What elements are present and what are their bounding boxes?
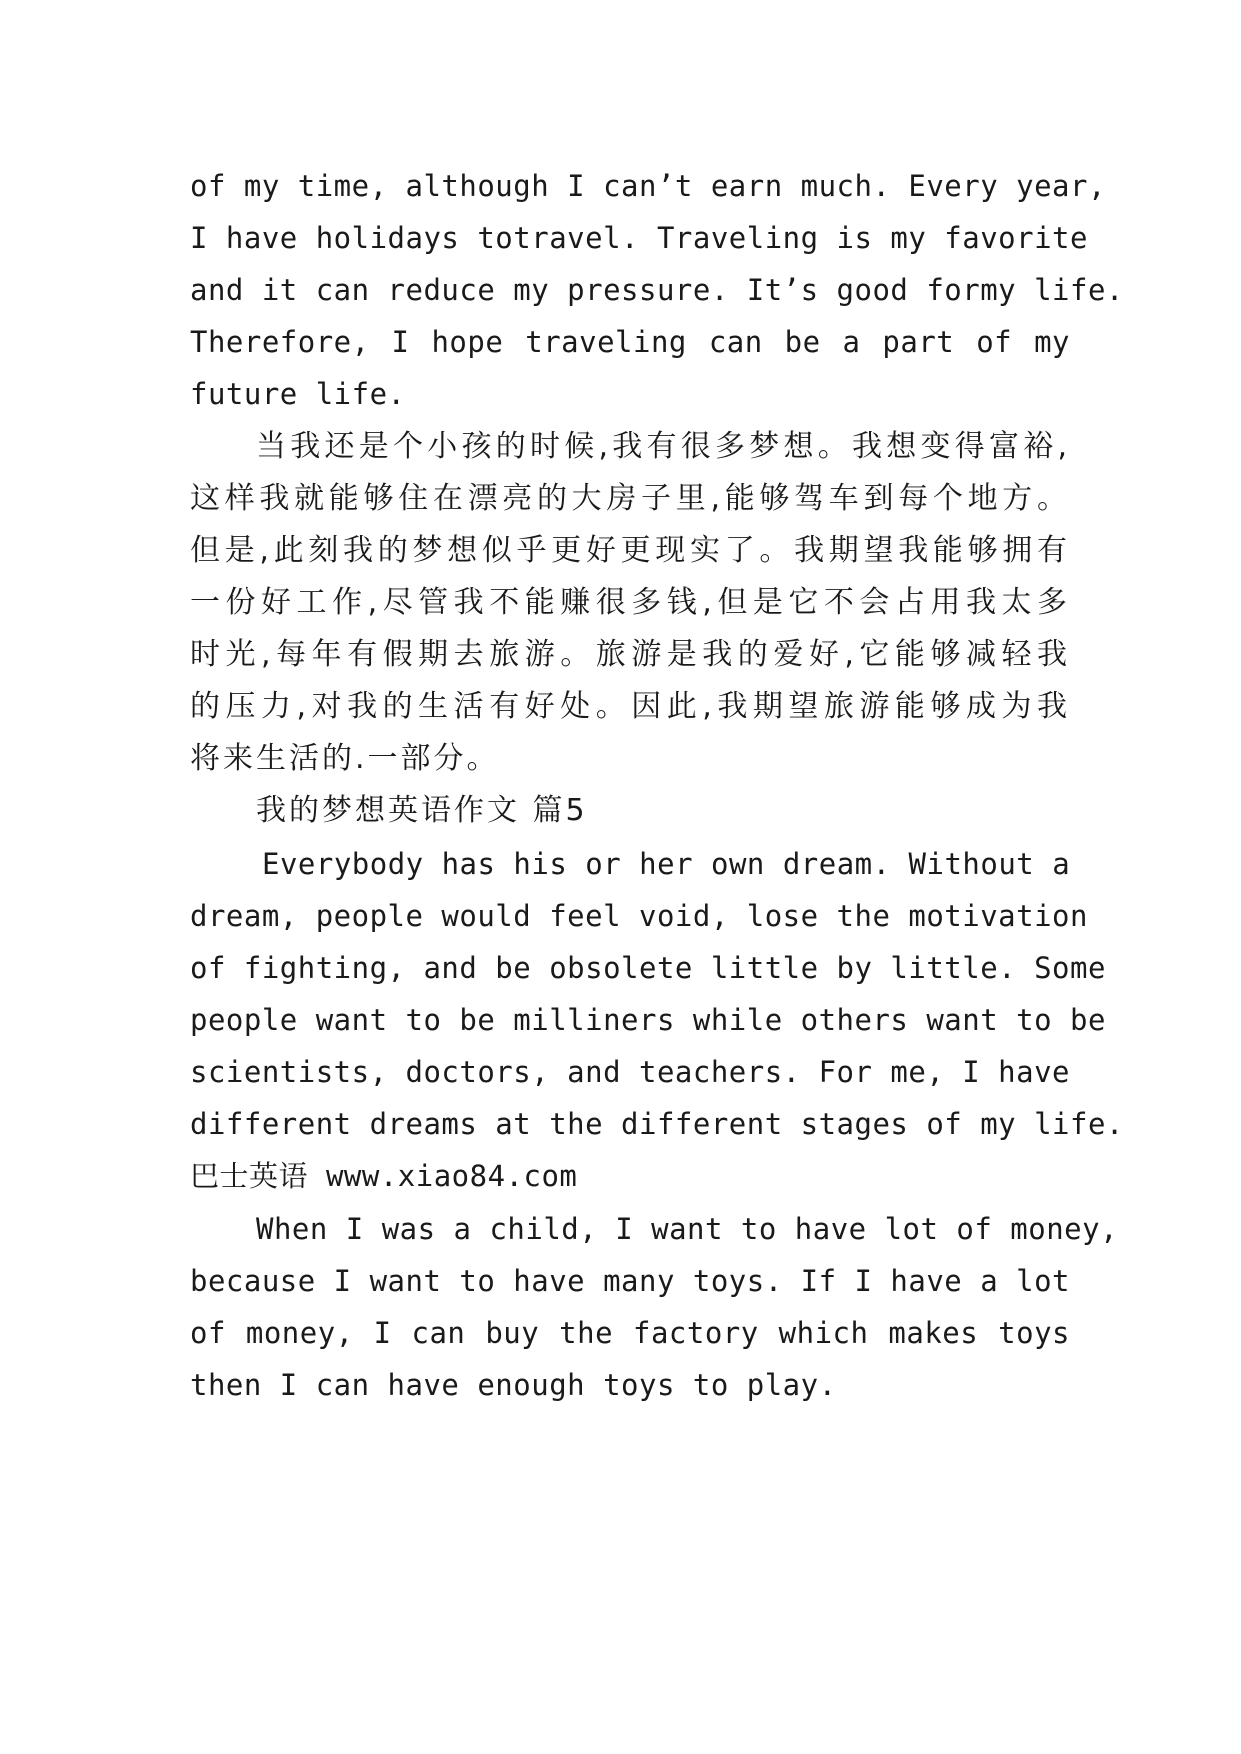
text-line: I have holidays totravel. Traveling is my favorite: [190, 221, 1088, 255]
text-line: people want to be milliners while others want to be: [190, 1003, 1106, 1037]
text-line: then I can have enough toys to play.: [190, 1368, 837, 1402]
text-line: and it can reduce my pressure. It’s good formy life.: [190, 273, 1124, 307]
source-watermark-line: 巴士英语 www.xiao84.com: [190, 1159, 578, 1193]
text-line: future life.: [190, 377, 406, 411]
chinese-text-line: 的压力,对我的生活有好处。因此,我期望旅游能够成为我: [190, 689, 1070, 724]
chinese-text-line: 当我还是个小孩的时候,我有很多梦想。我想变得富裕,: [256, 429, 1070, 464]
text-line: different dreams at the different stages of my life.: [190, 1107, 1124, 1141]
text-line: Therefore, I hope traveling can be a part of my: [190, 325, 1070, 359]
text-line: of money, I can buy the factory which makes toys: [190, 1316, 1070, 1350]
text-line: scientists, doctors, and teachers. For me, I have: [190, 1055, 1071, 1089]
chinese-text-line: 但是,此刻我的梦想似乎更好更现实了。我期望我能够拥有: [190, 533, 1070, 568]
text-line: Everybody has his or her own dream. Without a: [262, 847, 1071, 881]
chinese-text-line: 这样我就能够住在漂亮的大房子里,能够驾车到每个地方。: [190, 481, 1070, 516]
text-line: of fighting, and be obsolete little by little. Some: [190, 951, 1106, 985]
text-line: When I was a child, I want to have lot of money,: [256, 1212, 1119, 1246]
chinese-text-line: 将来生活的.一部分。: [190, 741, 500, 776]
text-line: because I want to have many toys. If I have a lot: [190, 1264, 1071, 1298]
text-line: of my time, although I can’t earn much. Every year,: [190, 169, 1106, 203]
text-line: dream, people would feel void, lose the motivation: [190, 899, 1088, 933]
chinese-text-line: 时光,每年有假期去旅游。旅游是我的爱好,它能够减轻我: [190, 637, 1070, 672]
chinese-text-line: 一份好工作,尽管我不能赚很多钱,但是它不会占用我太多: [190, 585, 1070, 620]
section-heading: 我的梦想英语作文 篇5: [256, 793, 588, 828]
